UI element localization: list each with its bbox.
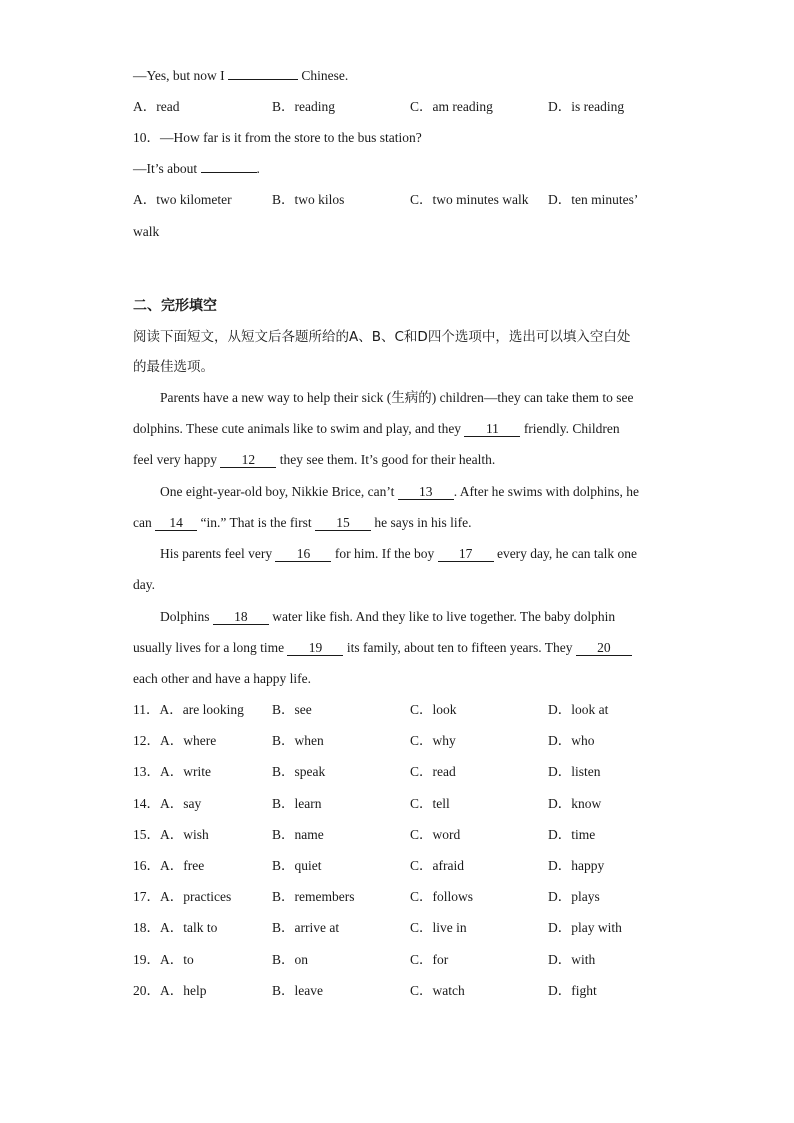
q10-option-a: A．two kilometer [133, 192, 232, 207]
section-instruction-line2: 的最佳选项。 [133, 359, 214, 375]
option-19-c: C．for [410, 952, 449, 967]
option-17-c: C．follows [410, 889, 474, 904]
q9-option-d: D．is reading [548, 99, 625, 114]
passage-p2-line1 [160, 483, 639, 501]
blank-11: 11 [464, 421, 520, 437]
q10-reply-before: —It’s about [133, 161, 201, 176]
option-13-b: B．speak [272, 764, 326, 779]
section-instruction-line1: 阅读下面短文，从短文后各题所给的A、B、C和D四个选项中，选出可以填入空白处 [133, 329, 631, 345]
passage-text: water like fish. And they like to live together. The baby dolphin [268, 609, 616, 624]
q10-option-d: D．ten minutes’ [548, 192, 639, 207]
option-16-a: 16．A．free [133, 858, 205, 873]
passage-p3-line1 [160, 545, 637, 563]
q10-question: 10．—How far is it from the store to the bus station? [133, 130, 422, 145]
blank-18: 18 [213, 609, 269, 625]
passage-p4-line2 [133, 639, 632, 657]
q9-reply-after: Chinese. [298, 68, 349, 83]
option-12-a: 12．A．where [133, 733, 217, 748]
q9-blank [228, 79, 298, 80]
passage-text: friendly. Children [520, 421, 620, 436]
option-16-b: B．quiet [272, 858, 322, 873]
option-18-d: D．play with [548, 920, 622, 935]
section-heading: 二、完形填空 [133, 298, 217, 314]
option-19-a: 19．A．to [133, 952, 194, 967]
passage-p4-line1 [160, 608, 615, 626]
q10-option-b: B．two kilos [272, 192, 345, 207]
passage-text: One eight-year-old boy, Nikkie Brice, can’t [160, 484, 398, 499]
option-12-d: D．who [548, 733, 595, 748]
passage-text: Dolphins [160, 609, 213, 624]
option-18-a: 18．A．talk to [133, 920, 218, 935]
option-16-c: C．afraid [410, 858, 464, 873]
passage-text: feel very happy [133, 452, 221, 467]
passage-text: “in.” That is the first [197, 515, 315, 530]
passage-text: its family, about ten to fifteen years. They [343, 640, 576, 655]
q9-reply-before: —Yes, but now I [133, 68, 229, 83]
blank-16: 16 [275, 546, 331, 562]
option-15-b: B．name [272, 827, 324, 842]
option-13-a: 13．A．write [133, 764, 211, 779]
passage-text: . After he swims with dolphins, he [453, 484, 640, 499]
q9-option-a: A．read [133, 99, 180, 114]
q10-blank [201, 172, 257, 173]
option-11-d: D．look at [548, 702, 609, 717]
passage-text: can [133, 515, 156, 530]
option-19-d: D．with [548, 952, 596, 967]
q10-reply-after: . [256, 161, 260, 176]
blank-20: 20 [576, 640, 632, 656]
q9-option-b: B．reading [272, 99, 335, 114]
passage-text: for him. If the boy [331, 546, 438, 561]
blank-17: 17 [438, 546, 494, 562]
option-15-d: D．time [548, 827, 596, 842]
passage-p1-line2 [133, 420, 620, 438]
option-20-b: B．leave [272, 983, 323, 998]
passage-p2-line2 [133, 514, 471, 532]
blank-13: 13 [398, 484, 454, 500]
option-12-b: B．when [272, 733, 324, 748]
passage-text: they see them. It’s good for their health. [276, 452, 496, 467]
option-17-b: B．remembers [272, 889, 355, 904]
passage-p1-line3 [133, 451, 495, 469]
passage-p1-line1: Parents have a new way to help their sick (生病的) children—they can take them to see [160, 390, 634, 405]
option-13-d: D．listen [548, 764, 601, 779]
option-18-c: C．live in [410, 920, 467, 935]
q9-reply [133, 67, 348, 85]
passage-text: he says in his life. [370, 515, 472, 530]
option-16-d: D．happy [548, 858, 605, 873]
option-11-c: C．look [410, 702, 457, 717]
blank-15: 15 [315, 515, 371, 531]
option-17-d: D．plays [548, 889, 600, 904]
passage-text: every day, he can talk one [493, 546, 638, 561]
option-15-a: 15．A．wish [133, 827, 209, 842]
option-13-c: C．read [410, 764, 456, 779]
option-18-b: B．arrive at [272, 920, 340, 935]
option-19-b: B．on [272, 952, 309, 967]
option-17-a: 17．A．practices [133, 889, 232, 904]
option-14-a: 14．A．say [133, 796, 202, 811]
option-15-c: C．word [410, 827, 461, 842]
option-14-c: C．tell [410, 796, 450, 811]
q10-reply [133, 160, 260, 178]
passage-text: usually lives for a long time [133, 640, 288, 655]
option-14-d: D．know [548, 796, 602, 811]
blank-19: 19 [287, 640, 343, 656]
option-20-a: 20．A．help [133, 983, 207, 998]
passage-text: dolphins. These cute animals like to swim and play, and they [133, 421, 465, 436]
blank-14: 14 [155, 515, 197, 531]
option-11-a: 11．A．are looking [133, 702, 244, 717]
option-20-c: C．watch [410, 983, 465, 998]
passage-text: His parents feel very [160, 546, 276, 561]
option-12-c: C．why [410, 733, 456, 748]
option-20-d: D．fight [548, 983, 597, 998]
q10-option-d-wrap: walk [133, 224, 160, 239]
q10-option-c: C．two minutes walk [410, 192, 529, 207]
blank-12: 12 [220, 452, 276, 468]
option-14-b: B．learn [272, 796, 322, 811]
passage-p4-line3: each other and have a happy life. [133, 671, 312, 686]
option-11-b: B．see [272, 702, 312, 717]
passage-p3-line2: day. [133, 577, 155, 592]
q9-option-c: C．am reading [410, 99, 493, 114]
